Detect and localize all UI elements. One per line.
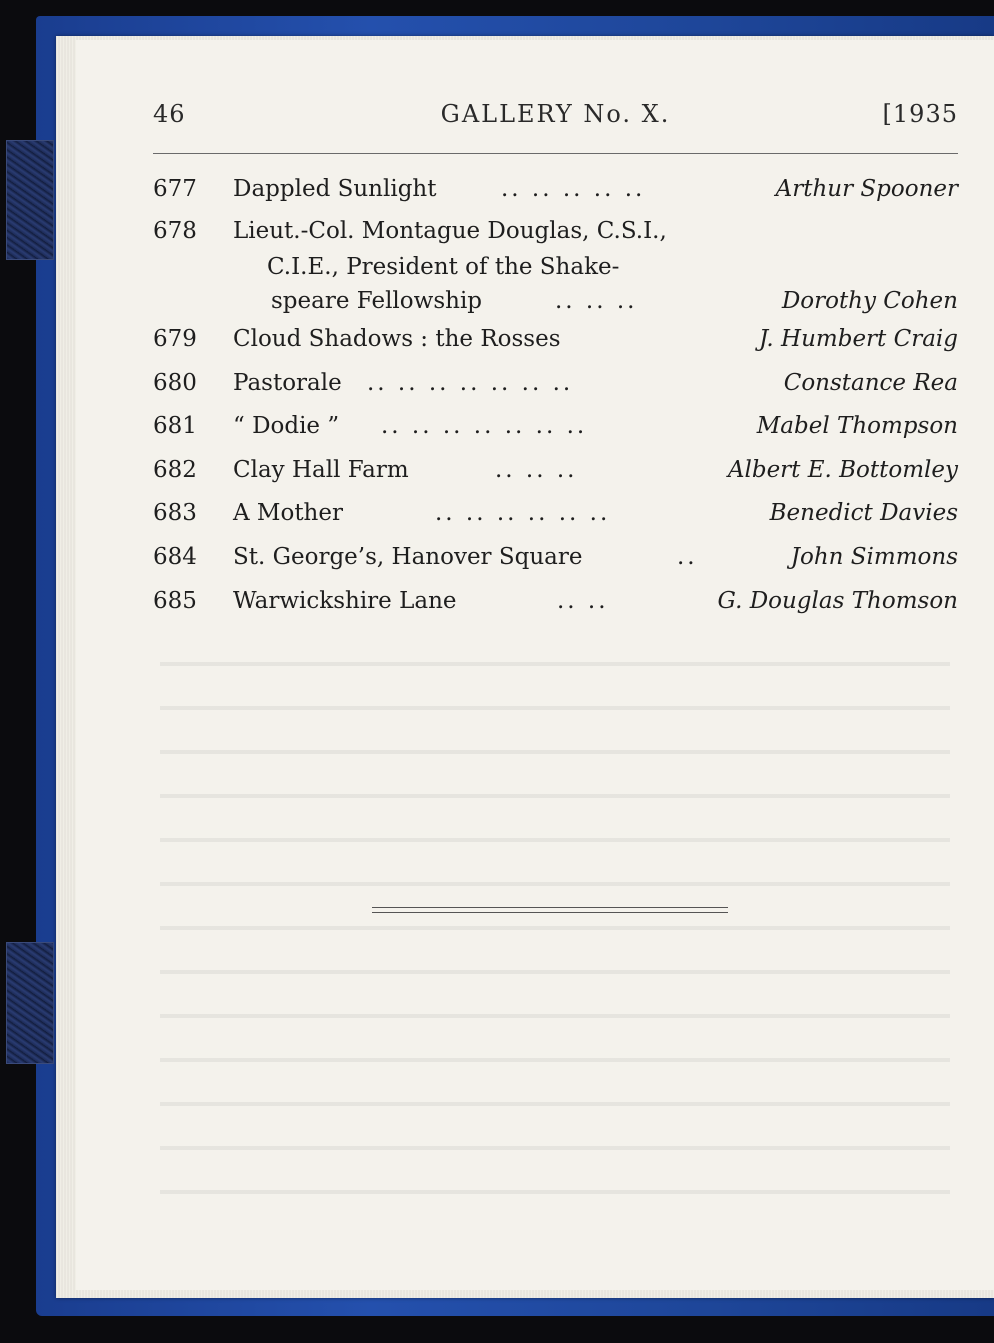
spine-tab-upper xyxy=(6,140,54,260)
entry-number: 685 xyxy=(153,588,197,614)
entry-artist: Benedict Davies xyxy=(769,500,958,526)
entry-title: Lieut.-Col. Montague Douglas, C.S.I., xyxy=(233,218,667,244)
closing-rule-upper xyxy=(372,907,728,908)
leader-dots: .. .. .. xyxy=(495,457,578,483)
page-title: GALLERY No. X. xyxy=(440,100,671,128)
entry-title: A Mother xyxy=(233,500,343,526)
entry-number: 682 xyxy=(153,457,197,483)
entry-title: Pastorale xyxy=(233,370,342,396)
header-rule xyxy=(153,153,958,154)
leader-dots: .. .. .. .. .. .. .. xyxy=(381,413,588,439)
entry-number: 683 xyxy=(153,500,197,526)
page-header xyxy=(153,100,958,140)
entry-title-continued: speare Fellowship xyxy=(271,288,483,314)
leader-dots: .. .. .. xyxy=(555,288,638,314)
entry-title: Cloud Shadows : the Rosses xyxy=(233,326,561,352)
leader-dots: .. xyxy=(677,544,698,570)
entry-artist: Dorothy Cohen xyxy=(781,288,958,314)
entry-artist: Albert E. Bottomley xyxy=(727,457,958,483)
entry-title: Dappled Sunlight xyxy=(233,176,437,202)
closing-rule-lower xyxy=(372,912,728,913)
leader-dots: .. .. .. .. .. xyxy=(501,176,646,202)
entry-title: Clay Hall Farm xyxy=(233,457,409,483)
entry-number: 680 xyxy=(153,370,197,396)
page-number: 46 xyxy=(153,100,186,128)
entry-number: 681 xyxy=(153,413,197,439)
year-marker: [1935 xyxy=(882,100,958,128)
entry-artist: J. Humbert Craig xyxy=(758,326,958,352)
entry-number: 678 xyxy=(153,218,197,244)
show-through-text xyxy=(160,640,950,1220)
entry-title: “ Dodie ” xyxy=(233,413,340,439)
entry-title-continued: C.I.E., President of the Shake- xyxy=(267,254,620,280)
entry-title: St. George’s, Hanover Square xyxy=(233,544,583,570)
entry-artist: John Simmons xyxy=(790,544,958,570)
entry-artist: Arthur Spooner xyxy=(775,176,958,202)
entry-number: 684 xyxy=(153,544,197,570)
entry-number: 679 xyxy=(153,326,197,352)
entry-artist: Mabel Thompson xyxy=(756,413,958,439)
leader-dots: .. .. .. .. .. .. xyxy=(435,500,611,526)
leader-dots: .. .. xyxy=(557,588,609,614)
entry-artist: Constance Rea xyxy=(783,370,958,396)
entry-number: 677 xyxy=(153,176,197,202)
entry-title: Warwickshire Lane xyxy=(233,588,457,614)
leader-dots: .. .. .. .. .. .. .. xyxy=(367,370,574,396)
entry-artist: G. Douglas Thomson xyxy=(717,588,958,614)
spine-tab-lower xyxy=(6,942,54,1064)
